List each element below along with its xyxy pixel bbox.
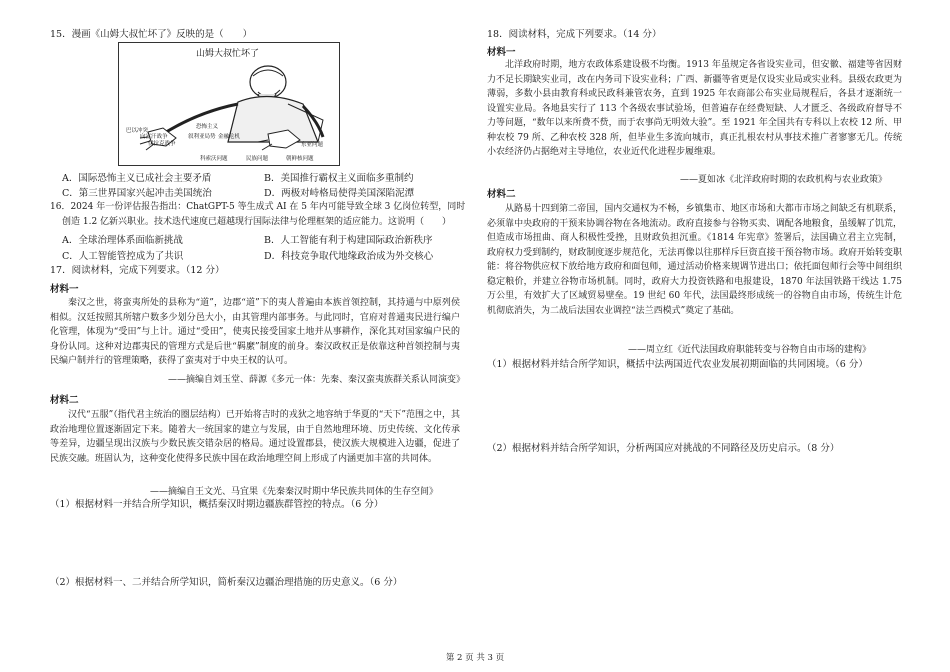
cartoon-title: 山姆大叔忙坏了	[196, 49, 260, 59]
q17-material-1-title: 材料一	[50, 284, 79, 295]
cartoon-uncle-sam-busy	[118, 42, 340, 166]
q18-material-2-source: ——周立红《近代法国政府职能转变与谷物自由市场的建构》	[628, 345, 872, 355]
q18-material-2-text: 从路易十四到第二帝国，国内交通权为不畅，乡镇集市、地区市场和大都市市场之间缺乏有机联系，必须靠中央政府的干预来协调谷物在各地流动。政府直接参与谷物买卖、调配各地粮食，虽缓解了饥荒，但造成市场扭曲、商人积极性受挫，且财政负担沉重。《1814 年宪章》签署后，法国确立君主立宪制，政府权力受到制约，财政制度逐步规范化，无法再像以往那样斥巨资直接干预谷物市场。政府开始转变职能：将谷物供应权下放给地方政府和面包师，通过活动价格来规调节进出口；依托面包师行会等中间组织稳定粮价，并建立谷物市场机制。同时，政府大力投资铁路和电报建设，1870 年法国铁路干线达 1.75 万公里，有效扩大了区域贸易壁垒。19 世纪 60 年代，法国最终形成统一的谷物自由市场，传统生计危机彻底消失，为二战后法国农业调控“法兰西模式”奠定了基础。	[487, 204, 902, 316]
q16-option-a[interactable]: A．全球治理体系面临新挑战	[62, 235, 183, 246]
q17-material-2-title: 材料二	[50, 395, 79, 406]
page-footer: 第 2 页 共 3 页	[445, 653, 505, 663]
q16-option-b[interactable]: B．人工智能有利于构建国际政治新秩序	[264, 235, 433, 246]
q18-material-2-title: 材料二	[487, 189, 516, 200]
q18-sub-question-1: （1）根据材料并结合所学知识，概括中法两国近代农业发展初期面临的共同困境。（6 分）	[487, 359, 868, 370]
cartoon-label: 恐怖主义	[196, 124, 219, 130]
q17-material-1-source: ——摘编自刘玉堂、薛源《多元一体：先秦、秦汉蛮夷族群关系认同演变》	[168, 375, 466, 385]
q16-stem-line1: 16．2024 年一份评估报告指出：ChatGPT-5 等生成式 AI 在 5 年内可能导致全球 3 亿岗位转型，同时	[50, 202, 466, 212]
q16-stem-line2: 创造 1.2 亿新兴职业。技术迭代速度已超越现行国际法律与伦理框架的适应能力。这说明（ ）	[62, 217, 452, 227]
q17-sub-question-1: （1）根据材料一并结合所学知识，概括秦汉时期边疆族群管控的特点。（6 分）	[50, 499, 384, 510]
q18-sub-question-2: （2）根据材料并结合所学知识，分析两国应对挑战的不同路径及历史启示。（8 分）	[487, 443, 840, 454]
cartoon-label: 东亚问题	[301, 142, 324, 148]
q15-option-d[interactable]: D．两极对峙格局使得美国深陷泥潭	[264, 188, 415, 199]
cartoon-label: 叙利亚局势	[188, 134, 216, 140]
q18-stem: 18．阅读材料，完成下列要求。（14 分）	[487, 29, 662, 40]
q17-sub-question-2: （2）根据材料一、二并结合所学知识，简析秦汉边疆治理措施的历史意义。（6 分）	[50, 577, 403, 588]
cartoon-label: 民族问题	[246, 156, 269, 162]
q17-material-1-text: 秦汉之世，将蛮夷所处的县称为“道”，边郡“道”下的夷人普遍由本族首领控制，其持通与中原列侯相似。汉廷按照其所辖户数多少划分邑大小，由其管理内部事务。与此同时，官府对普通夷民进行编户化管理，体现为“受田”与上计。通过“受田”，使夷民接受国家土地并从事耕作，深化其对国家编户民的身份认同。这种对边郡夷民的管理方式是后世“羁縻”制度的前身。秦汉政权正是依靠这种首领控制与夷民编户制并行的管理策略，获得了蛮夷对于中央王权的认可。	[50, 298, 460, 366]
q17-material-2-source: ——摘编自王文光、马宜果《先秦秦汉时期中华民族共同体的生存空间》	[150, 487, 439, 497]
cartoon-label: 伊拉克战争	[148, 141, 176, 147]
q17-material-2-text: 汉代“五服”（指代君主统治的圈层结构）已开始将吉时的戎狄之地容纳于华夏的“天下”范围之中，其政治地理位置逐渐固定下来。随着大一统国家的建立与发展，由于自然地理环境、历史传统、文化传承等差异，边疆呈现出汉族与少数民族交错杂居的格局。通过设置郡县，使汉族大规模进入边疆，促进了民族交融。班固认为，这种变化使得多民族中国在政治地理空间上形成了内涵更加丰富的共同体。	[50, 410, 460, 464]
cartoon-label: 向富汗战争	[140, 134, 168, 140]
q15-option-c[interactable]: C．第三世界国家兴起冲击美国统治	[62, 188, 212, 199]
cartoon-label: 朝鲜核问题	[286, 156, 314, 162]
q16-option-c[interactable]: C．人工智能管控成为了共识	[62, 251, 184, 262]
q18-material-1-title: 材料一	[487, 47, 516, 58]
q15-option-a[interactable]: A．国际恐怖主义已成社会主要矛盾	[62, 173, 212, 184]
q15-stem: 15．漫画《山姆大叔忙坏了》反映的是（ ）	[50, 29, 253, 40]
q16-option-d[interactable]: D．科技竞争取代地缘政治成为外交核心	[264, 251, 434, 262]
cartoon-label: 金融危机	[218, 134, 241, 140]
cartoon-label: 巴以冲突	[126, 128, 149, 134]
q18-material-1-text: 北洋政府时期，地方农政体系建设极不均衡。1913 年虽规定各省设实业司，但安徽、福建等省因财力不足长期缺实业司，改在内务司下设实业科；广西、新疆等省更是仅设实业局或实业科。县级农政更为薄弱，多数小县由教育科或民政科兼管农务，直到 1925 年农商部公布实业局规程后，各县才逐渐统一设置实业局。各地县实行了 113 个各级农事试验场，但普遍存在经费短缺、人才匮乏、各级政府督导不力等问题，“数年以来所费不赀，而于农事尚无明效大验”。至 1921 年全国共有专科以上农校 12 所、甲种农校 79 所、乙种农校 328 所，但毕业生多流向城市，真正扎根农村从事技术推广者寥寥无几。传统小农经济仍占据绝对主导地位，农业近代化进程步履维艰。	[487, 60, 903, 157]
q17-stem: 17．阅读材料，完成下列要求。（12 分）	[50, 265, 225, 276]
q18-material-1-source: ——夏如冰《北洋政府时期的农政机构与农业政策》	[680, 175, 888, 185]
q15-option-b[interactable]: B．美国推行霸权主义面临多重制约	[264, 173, 414, 184]
cartoon-label: 科索沃问题	[200, 156, 228, 162]
